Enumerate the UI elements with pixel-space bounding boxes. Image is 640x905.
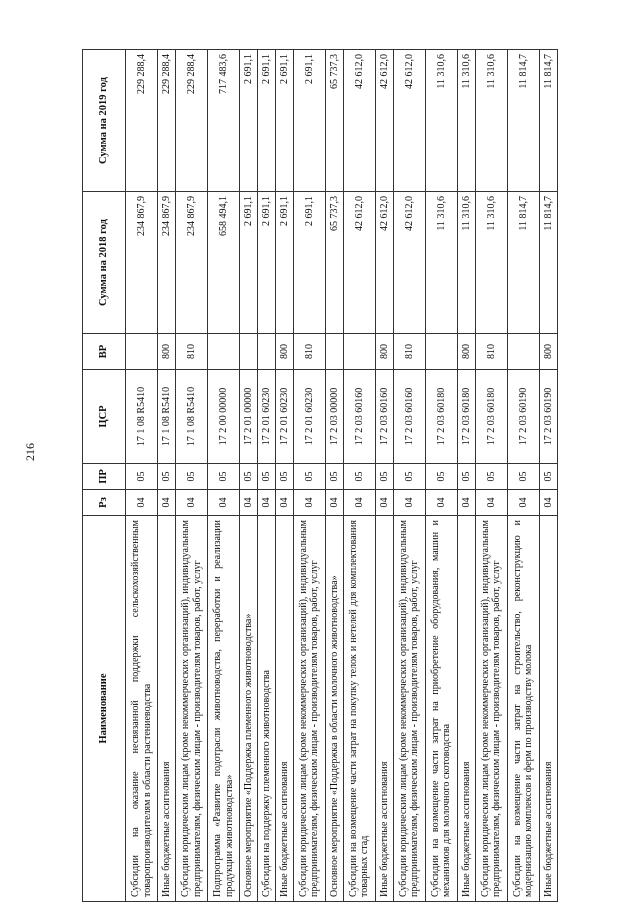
cell-csr: 17 2 01 60230 <box>258 370 276 464</box>
cell-pr: 05 <box>293 464 325 490</box>
cell-sum-2019: 229 288,4 <box>126 50 158 192</box>
table-row <box>393 50 425 902</box>
cell-name: Подпрограмма «Развитие подотрасли животноводства, переработки и реализации продукции животноводства» <box>208 516 240 902</box>
cell-rz: 04 <box>375 490 393 516</box>
cell-sum-2019: 42 612,0 <box>343 50 375 192</box>
cell-sum-2019: 11 310,6 <box>457 50 475 192</box>
table-row <box>208 50 240 902</box>
cell-rz: 04 <box>507 490 539 516</box>
cell-pr: 05 <box>275 464 293 490</box>
cell-pr: 05 <box>208 464 240 490</box>
cell-vr: 810 <box>175 334 207 370</box>
cell-sum-2018: 234 867,9 <box>158 192 176 334</box>
cell-vr: 800 <box>540 334 558 370</box>
cell-sum-2018: 234 867,9 <box>175 192 207 334</box>
cell-pr: 05 <box>425 464 457 490</box>
cell-name: Субсидии юридическим лицам (кроме некоммерческих организаций), индивидуальным предпринимателям, физическим лицам - производителям товаров, работ, услуг <box>475 516 507 902</box>
cell-csr: 17 2 01 60230 <box>293 370 325 464</box>
cell-rz: 04 <box>240 490 258 516</box>
cell-name: Иные бюджетные ассигнования <box>375 516 393 902</box>
cell-name: Субсидии на поддержку племенного животноводства <box>258 516 276 902</box>
cell-vr: 810 <box>393 334 425 370</box>
cell-csr: 17 2 00 00000 <box>208 370 240 464</box>
table-row <box>425 50 457 902</box>
cell-pr: 05 <box>126 464 158 490</box>
cell-sum-2018: 11 814,7 <box>507 192 539 334</box>
cell-vr <box>258 334 276 370</box>
cell-csr: 17 2 03 60190 <box>540 370 558 464</box>
cell-sum-2018: 42 612,0 <box>343 192 375 334</box>
cell-csr: 17 2 03 60180 <box>425 370 457 464</box>
table-row <box>175 50 207 902</box>
cell-name: Основное мероприятие «Поддержка в области молочного животноводства» <box>325 516 343 902</box>
cell-sum-2018: 11 310,6 <box>475 192 507 334</box>
cell-csr: 17 2 03 00000 <box>325 370 343 464</box>
cell-name: Субсидии на возмещение части затрат на приобретение оборудования, машин и механизмов для молочного скотоводства <box>425 516 457 902</box>
cell-vr <box>425 334 457 370</box>
cell-sum-2019: 229 288,4 <box>175 50 207 192</box>
table-row <box>293 50 325 902</box>
cell-sum-2019: 11 310,6 <box>425 50 457 192</box>
cell-rz: 04 <box>126 490 158 516</box>
cell-rz: 04 <box>475 490 507 516</box>
cell-pr: 05 <box>175 464 207 490</box>
table-row <box>258 50 276 902</box>
rotated-page-content <box>82 50 558 902</box>
cell-sum-2018: 2 691,1 <box>275 192 293 334</box>
cell-name: Субсидии юридическим лицам (кроме некоммерческих организаций), индивидуальным предпринимателям, физическим лицам - производителям товаров, работ, услуг <box>293 516 325 902</box>
cell-sum-2019: 11 310,6 <box>475 50 507 192</box>
cell-pr: 05 <box>343 464 375 490</box>
cell-name: Иные бюджетные ассигнования <box>540 516 558 902</box>
cell-rz: 04 <box>175 490 207 516</box>
cell-pr: 05 <box>457 464 475 490</box>
cell-sum-2019: 2 691,1 <box>240 50 258 192</box>
cell-csr: 17 1 08 R5410 <box>126 370 158 464</box>
cell-sum-2019: 11 814,7 <box>540 50 558 192</box>
cell-vr <box>126 334 158 370</box>
cell-sum-2019: 42 612,0 <box>393 50 425 192</box>
cell-sum-2019: 42 612,0 <box>375 50 393 192</box>
cell-name: Иные бюджетные ассигнования <box>158 516 176 902</box>
cell-sum-2019: 11 814,7 <box>507 50 539 192</box>
cell-sum-2019: 717 483,6 <box>208 50 240 192</box>
cell-vr: 810 <box>475 334 507 370</box>
cell-name: Иные бюджетные ассигнования <box>275 516 293 902</box>
cell-csr: 17 2 03 60180 <box>457 370 475 464</box>
cell-pr: 05 <box>375 464 393 490</box>
cell-pr: 05 <box>325 464 343 490</box>
header-rz: Рз <box>83 490 126 516</box>
cell-name: Иные бюджетные ассигнования <box>457 516 475 902</box>
cell-csr: 17 1 08 R5410 <box>175 370 207 464</box>
page-number: 216 <box>23 443 37 461</box>
table-body <box>126 50 558 902</box>
cell-sum-2018: 234 867,9 <box>126 192 158 334</box>
cell-sum-2018: 11 814,7 <box>540 192 558 334</box>
cell-name: Субсидии на оказание несвязанной поддержки сельскохозяйственным товаропроизводителям в области растениеводства <box>126 516 158 902</box>
cell-csr: 17 2 03 60180 <box>475 370 507 464</box>
cell-name: Основное мероприятие «Поддержка племенного животноводства» <box>240 516 258 902</box>
table-row <box>457 50 475 902</box>
header-vr: ВР <box>83 334 126 370</box>
cell-rz: 04 <box>293 490 325 516</box>
cell-rz: 04 <box>393 490 425 516</box>
cell-vr <box>208 334 240 370</box>
cell-csr: 17 2 03 60160 <box>343 370 375 464</box>
cell-rz: 04 <box>343 490 375 516</box>
cell-name: Субсидии юридическим лицам (кроме некоммерческих организаций), индивидуальным предпринимателям, физическим лицам - производителям товаров, работ, услуг <box>393 516 425 902</box>
cell-pr: 05 <box>507 464 539 490</box>
cell-sum-2018: 11 310,6 <box>457 192 475 334</box>
cell-rz: 04 <box>158 490 176 516</box>
cell-vr <box>240 334 258 370</box>
cell-name: Субсидии на возмещение части затрат на строительство, реконструкцию и модернизацию комплексов и ферм по производству молока <box>507 516 539 902</box>
cell-vr: 800 <box>158 334 176 370</box>
table-row <box>240 50 258 902</box>
table-row <box>375 50 393 902</box>
header-sum-2019: Сумма на 2019 год <box>83 50 126 192</box>
table-row <box>475 50 507 902</box>
cell-pr: 05 <box>540 464 558 490</box>
cell-sum-2018: 11 310,6 <box>425 192 457 334</box>
cell-pr: 05 <box>240 464 258 490</box>
cell-vr <box>343 334 375 370</box>
cell-name: Субсидии юридическим лицам (кроме некоммерческих организаций), индивидуальным предпринимателям, физическим лицам - производителям товаров, работ, услуг <box>175 516 207 902</box>
table-row <box>325 50 343 902</box>
cell-csr: 17 2 01 60230 <box>275 370 293 464</box>
cell-sum-2018: 2 691,1 <box>240 192 258 334</box>
cell-vr: 800 <box>375 334 393 370</box>
cell-sum-2018: 658 494,1 <box>208 192 240 334</box>
cell-csr: 17 2 03 60160 <box>393 370 425 464</box>
cell-rz: 04 <box>540 490 558 516</box>
cell-sum-2019: 2 691,1 <box>258 50 276 192</box>
cell-pr: 05 <box>158 464 176 490</box>
table-row <box>540 50 558 902</box>
cell-sum-2019: 2 691,1 <box>293 50 325 192</box>
cell-sum-2018: 2 691,1 <box>258 192 276 334</box>
cell-vr <box>325 334 343 370</box>
budget-table <box>82 49 558 902</box>
cell-pr: 05 <box>393 464 425 490</box>
cell-vr: 800 <box>275 334 293 370</box>
header-csr: ЦСР <box>83 370 126 464</box>
header-sum-2018: Сумма на 2018 год <box>83 192 126 334</box>
cell-pr: 05 <box>475 464 507 490</box>
cell-sum-2018: 42 612,0 <box>375 192 393 334</box>
cell-csr: 17 1 08 R5410 <box>158 370 176 464</box>
cell-pr: 05 <box>258 464 276 490</box>
cell-csr: 17 2 03 60160 <box>375 370 393 464</box>
table-header-row <box>83 50 126 902</box>
header-name: Наименование <box>83 516 126 902</box>
cell-sum-2018: 42 612,0 <box>393 192 425 334</box>
cell-rz: 04 <box>258 490 276 516</box>
table-row <box>126 50 158 902</box>
table-row <box>275 50 293 902</box>
cell-sum-2019: 2 691,1 <box>275 50 293 192</box>
table-row <box>343 50 375 902</box>
header-pr: ПР <box>83 464 126 490</box>
cell-rz: 04 <box>325 490 343 516</box>
cell-sum-2018: 2 691,1 <box>293 192 325 334</box>
cell-rz: 04 <box>208 490 240 516</box>
cell-name: Субсидии на возмещение части затрат на покупку телок и нетелей для комплектования товарных стад <box>343 516 375 902</box>
table-row <box>158 50 176 902</box>
cell-sum-2019: 229 288,4 <box>158 50 176 192</box>
cell-vr: 800 <box>457 334 475 370</box>
cell-rz: 04 <box>457 490 475 516</box>
table-row <box>507 50 539 902</box>
cell-vr <box>507 334 539 370</box>
cell-csr: 17 2 01 00000 <box>240 370 258 464</box>
cell-rz: 04 <box>275 490 293 516</box>
cell-vr: 810 <box>293 334 325 370</box>
cell-csr: 17 2 03 60190 <box>507 370 539 464</box>
cell-rz: 04 <box>425 490 457 516</box>
cell-sum-2018: 65 737,3 <box>325 192 343 334</box>
cell-sum-2019: 65 737,3 <box>325 50 343 192</box>
